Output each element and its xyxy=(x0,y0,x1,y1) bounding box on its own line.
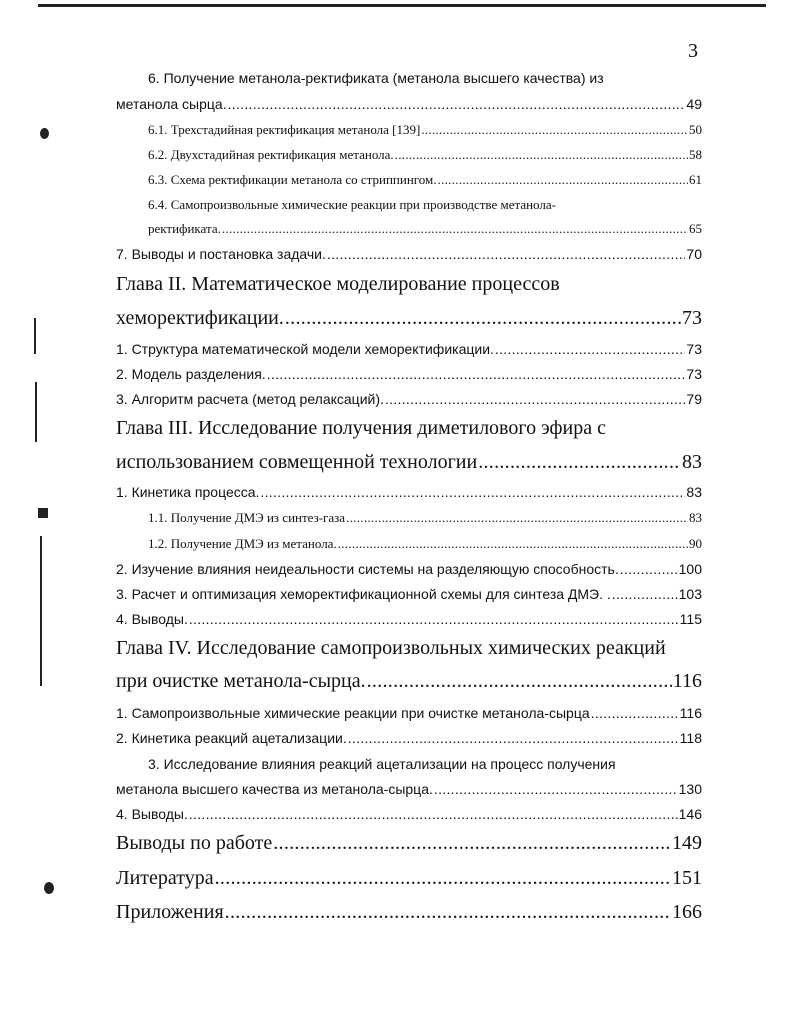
scan-mark xyxy=(34,318,36,354)
toc-entry: 1.2. Получение ДМЭ из метанола. ..... 90 xyxy=(148,536,702,552)
scan-mark xyxy=(38,508,48,518)
scan-mark xyxy=(35,382,37,442)
scan-mark xyxy=(40,536,42,686)
chapter-heading: Глава III. Исследование получения диметилового эфира с xyxy=(116,417,606,439)
chapter-heading: Литература ..... 151 xyxy=(116,867,702,890)
toc-entry: метанола высшего качества из метанола-сырца. ..... 130 xyxy=(116,781,702,797)
toc-entry: 3. Алгоритм расчета (метод релаксаций). ..... 79 xyxy=(116,391,702,407)
toc-entry: 2. Кинетика реакций ацетализации. ..... 118 xyxy=(116,730,702,746)
chapter-heading: Глава IV. Исследование самопроизвольных химических реакций xyxy=(116,637,666,659)
toc-entry: 1. Структура математической модели хеморектификации. ..... 73 xyxy=(116,341,702,357)
toc-entry: 6.1. Трехстадийная ректификация метанола [139] ..... 50 xyxy=(148,122,702,138)
toc-entry: 6.3. Схема ректификации метанола со стриппингом. ..... 61 xyxy=(148,172,702,188)
toc-entry: 1. Кинетика процесса. ..... 83 xyxy=(116,484,702,500)
chapter-heading: хеморектификации. ..... 73 xyxy=(116,307,702,330)
toc-entry: 1.1. Получение ДМЭ из синтез-газа ..... 83 xyxy=(148,510,702,526)
toc-entry: 7. Выводы и постановка задачи. ..... 70 xyxy=(116,246,702,262)
chapter-heading: использованием совмещенной технологии ..... 83 xyxy=(116,451,702,474)
toc-entry: метанола сырца. ..... 49 xyxy=(116,96,702,112)
toc-entry: 6.2. Двухстадийная ректификация метанола. ..... 58 xyxy=(148,147,702,163)
chapter-heading: Глава II. Математическое моделирование процессов xyxy=(116,273,560,295)
toc-entry: ректификата. ..... 65 xyxy=(148,221,702,237)
page-number: 3 xyxy=(688,40,698,62)
toc-entry: 6.4. Самопроизвольные химические реакции при производстве метанола- xyxy=(148,197,556,212)
chapter-heading: Выводы по работе ..... 149 xyxy=(116,832,702,855)
toc-entry: 4. Выводы. ..... 146 xyxy=(116,806,702,822)
toc-entry: 6. Получение метанола-ректификата (метанола высшего качества) из xyxy=(148,70,604,86)
chapter-heading: при очистке метанола-сырца. ..... 116 xyxy=(116,670,702,693)
toc-entry: 3. Расчет и оптимизация хеморектификационной схемы для синтеза ДМЭ. . ..... 103 xyxy=(116,586,702,602)
toc-entry: 2. Модель разделения. ..... 73 xyxy=(116,366,702,382)
toc-entry: 4. Выводы. ..... 115 xyxy=(116,611,702,627)
scan-mark xyxy=(40,128,49,139)
scan-mark xyxy=(44,882,54,894)
toc-entry: 1. Самопроизвольные химические реакции при очистке метанола-сырца ..... 116 xyxy=(116,705,702,721)
top-border-line xyxy=(38,4,766,7)
toc-entry: 2. Изучение влияния неидеальности системы на разделяющую способность. ..... 100 xyxy=(116,561,702,577)
toc-entry: 3. Исследование влияния реакций ацетализации на процесс получения xyxy=(148,756,616,772)
chapter-heading: Приложения ..... 166 xyxy=(116,901,702,924)
